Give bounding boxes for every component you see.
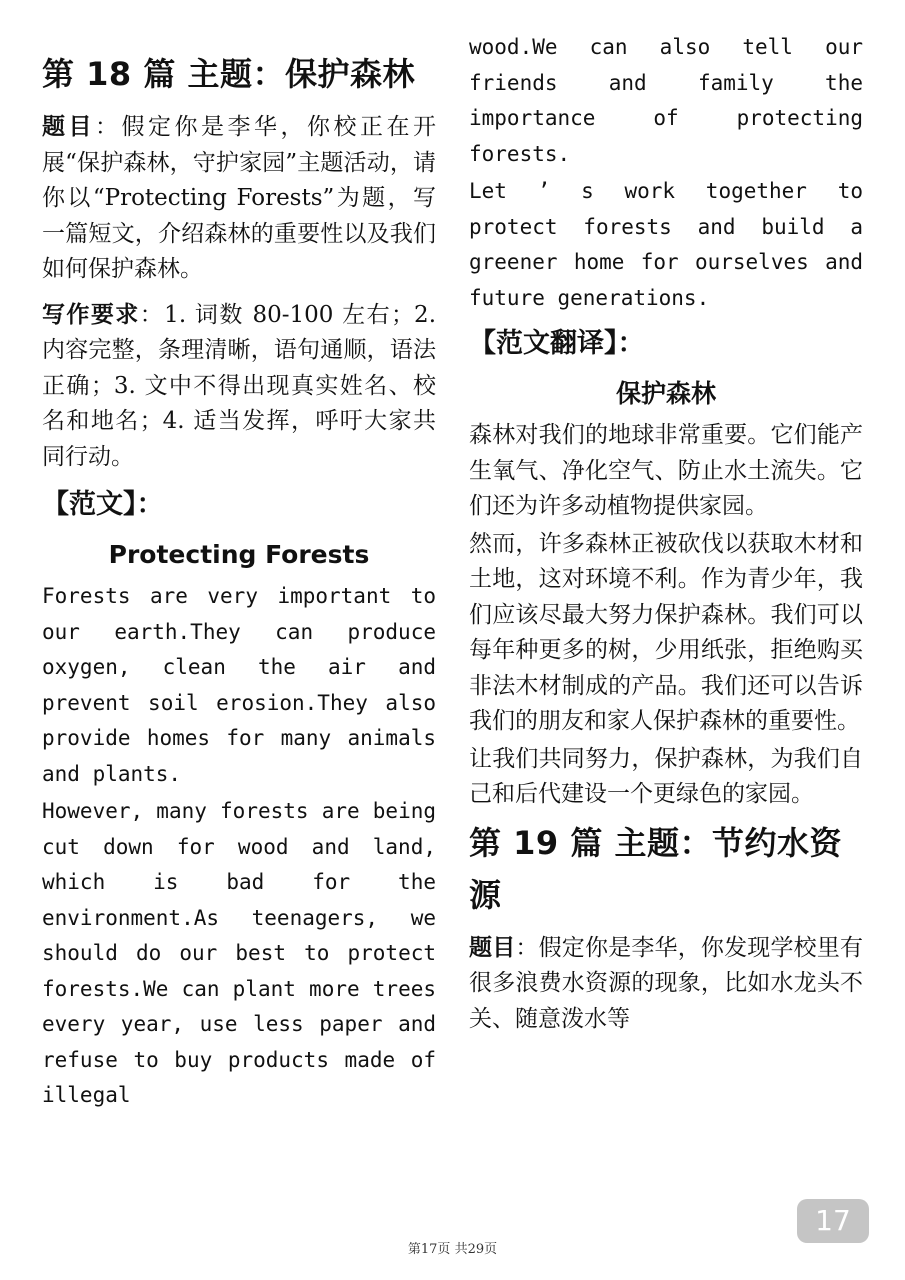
topic-19-label: 题目: [469, 934, 516, 961]
page-footer: 第17页 共29页: [407, 1242, 498, 1257]
topic-19-text: ：假定你是李华，你发现学校里有很多浪费水资源的现象，比如水龙头不关、随意泼水等: [469, 934, 863, 1032]
essay-paragraph-3: Let ’ s work together to protect forests and build a greener home for ourselves and future generations.: [469, 179, 863, 310]
requirements-label: 写作要求: [42, 301, 140, 328]
requirements-text: ：1. 词数 80-100 左右；2. 内容完整，条理清晰，语句通顺，语法正确；3. 文中不得出现真实姓名、校名和地名；4. 适当发挥，呼吁大家共同行动。: [42, 301, 436, 470]
heading-article-19: 第 19 篇 主题：节约水资源: [469, 823, 842, 914]
essay-paragraph-2-part-1: However, many forests are being cut down for wood and land, which is bad for the environment.As teenagers, we should do our best to protect forests.We can plant more trees every year, use less paper and refuse to buy products made of illegal: [42, 799, 436, 1107]
essay-paragraph-1: Forests are very important to our earth.They can produce oxygen, clean the air and prevent soil erosion.They also provide homes for many animals and plants.: [42, 584, 436, 786]
essay-title: Protecting Forests: [108, 540, 370, 569]
translation-paragraph-1: 森林对我们的地球非常重要。它们能产生氧气、净化空气、防止水土流失。它们还为许多动植物提供家园。: [469, 422, 863, 519]
topic-paragraph: [42, 110, 436, 288]
topic-text: ：假定你是李华，你校正在开展“保护森林，守护家园”主题活动，请你以“Protecting Forests”为题，写一篇短文，介绍森林的重要性以及我们如何保护森林。: [42, 114, 436, 282]
sample-essay-label: 【范文】：: [42, 489, 164, 520]
topic-label: 题目: [42, 114, 95, 140]
left-column: [42, 40, 436, 1116]
translation-paragraph-3: 让我们共同努力，保护森林，为我们自己和后代建设一个更绿色的家园。: [469, 745, 863, 807]
heading-article-18: 第 18 篇 主题：保护森林: [42, 55, 415, 93]
translation-title: 保护森林: [615, 379, 716, 408]
topic-19-paragraph: [469, 931, 863, 1038]
translation-paragraph-2: 然而，许多森林正被砍伐以获取木材和土地，这对环境不利。作为青少年，我们应该尽最大努力保护森林。我们可以每年种更多的树，少用纸张，拒绝购买非法木材制成的产品。我们还可以告诉我们的朋友和家人保护森林的重要性。: [469, 530, 863, 734]
page-number-badge: 17: [797, 1199, 869, 1243]
requirements-paragraph: [42, 298, 436, 476]
essay-paragraph-2-part-2: wood.We can also tell our friends and family the importance of protecting forests.: [469, 35, 863, 166]
right-column: [469, 35, 863, 1047]
translation-label: 【范文翻译】：: [469, 328, 645, 359]
